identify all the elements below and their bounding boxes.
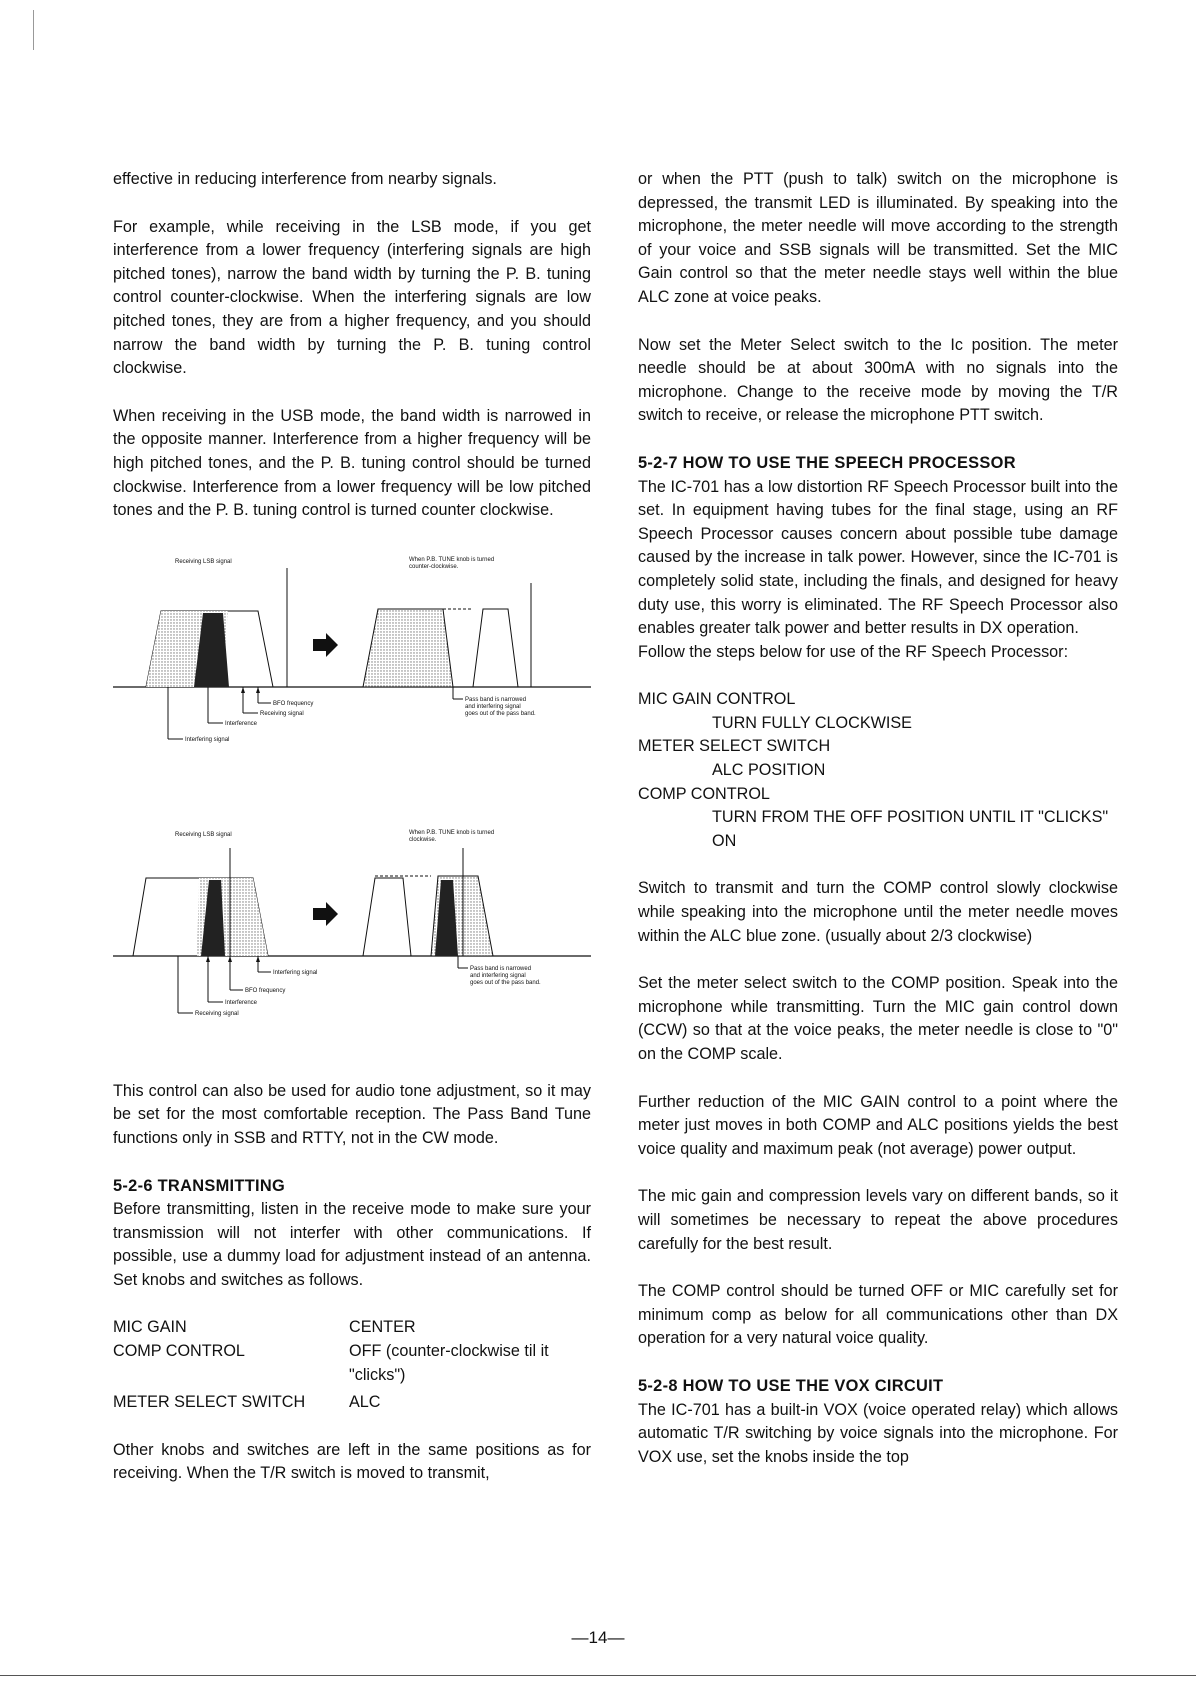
caption-right-2: clockwise. bbox=[409, 836, 437, 843]
label-bfo: BFO frequency bbox=[273, 700, 314, 707]
paragraph: Now set the Meter Select switch to the Ic position. The meter needle should be at about 300mA with no signals into the microphone. Change to the receive mode by moving the T/R switch to receive, or release the microphone PTT switch. bbox=[638, 335, 1118, 425]
label-receiving: Receiving signal bbox=[260, 710, 304, 717]
caption-right-1: When P.B. TUNE knob is turned bbox=[409, 829, 495, 836]
paragraph: Further reduction of the MIC GAIN control to a point where the meter just moves in both COMP and ALC positions yields the best voice quality and maximum peak (not average) power output. bbox=[638, 1092, 1118, 1158]
label-interfering: Interfering signal bbox=[273, 969, 318, 976]
speech-processor-steps bbox=[638, 688, 1118, 853]
section-heading: 5-2-8 HOW TO USE THE VOX CIRCUIT bbox=[638, 1376, 944, 1395]
section-heading: 5-2-7 HOW TO USE THE SPEECH PROCESSOR bbox=[638, 453, 1016, 472]
step-action: TURN FULLY CLOCKWISE bbox=[712, 713, 912, 732]
margin-mark bbox=[33, 10, 34, 50]
setting-name: MIC GAIN bbox=[113, 1318, 187, 1337]
page-number: —14— bbox=[571, 1628, 625, 1647]
paragraph: The IC-701 has a low distortion RF Speech Processor built into the set. In equipment having tubes for the final stage, using an RF Speech Processor causes concern about possible tube damage caused by the increase in talk power. However, since the IC-701 is completely solid state, including the finals, and designed for heavy duty use, this worry is eliminated. The RF Speech Processor also enables greater talk power and better results in DX operation. bbox=[638, 477, 1118, 638]
paragraph: effective in reducing interference from nearby signals. bbox=[113, 170, 497, 188]
passband-diagram-ccw bbox=[113, 553, 591, 768]
caption-right-1: When P.B. TUNE knob is turned bbox=[409, 556, 495, 563]
step-action: TURN FROM THE OFF POSITION UNTIL IT "CLICKS" ON bbox=[712, 808, 1109, 850]
caption-left: Receiving LSB signal bbox=[175, 831, 232, 838]
arrow-right-icon bbox=[313, 902, 338, 926]
caption-left: Receiving LSB signal bbox=[175, 558, 232, 565]
paragraph: This control can also be used for audio tone adjustment, so it may be set for the most comfortable reception. The Pass Band Tune functions only in SSB and RTTY, not in the CW mode. bbox=[113, 1081, 591, 1147]
passband-figure-cw bbox=[113, 826, 591, 1036]
arrow-right-icon bbox=[313, 633, 338, 657]
paragraph: or when the PTT (push to talk) switch on the microphone is depressed, the transmit LED is illuminated. By speaking into the microphone, the meter needle will move according to the strength of your voice and SSB signals will be transmitted. Set the MIC Gain control so that the meter needle stays well within the blue ALC zone at voice peaks. bbox=[638, 170, 1118, 306]
label-interfering: Interfering signal bbox=[185, 736, 230, 743]
note-3: goes out of the pass band. bbox=[465, 710, 536, 717]
paragraph: The IC-701 has a built-in VOX (voice operated relay) which allows automatic T/R switching by voice signals into the microphone. For VOX use, set the knobs inside the top bbox=[638, 1400, 1118, 1466]
settings-row bbox=[113, 1340, 591, 1387]
right-column bbox=[638, 168, 1118, 1493]
note-1: Pass band is narrowed bbox=[470, 965, 532, 972]
step-action: ALC POSITION bbox=[712, 761, 826, 780]
setting-value: OFF (counter-clockwise til it "clicks") bbox=[349, 1342, 549, 1384]
left-column bbox=[113, 168, 591, 1510]
paragraph: The COMP control should be turned OFF or MIC carefully set for minimum comp as below for all communications other than DX operation for a very natural voice quality. bbox=[638, 1282, 1118, 1348]
paragraph: The mic gain and compression levels vary on different bands, so it will sometimes be necessary to repeat the above procedures carefully for the best result. bbox=[638, 1187, 1118, 1253]
paragraph: Before transmitting, listen in the receive mode to make sure your transmission will not interfer with other communications. If possible, use a dummy load for adjustment instead of an antenna. Set knobs and switches as follows. bbox=[113, 1200, 591, 1289]
note-3: goes out of the pass band. bbox=[470, 979, 541, 986]
paragraph: Set the meter select switch to the COMP position. Speak into the microphone while transmitting. Turn the MIC gain control down (CCW) so that at the voice peaks, the meter needle is close to "0" on the COMP scale. bbox=[638, 974, 1118, 1063]
settings-row bbox=[113, 1391, 591, 1415]
label-bfo: BFO frequency bbox=[245, 987, 286, 994]
caption-right-2: counter-clockwise. bbox=[409, 563, 459, 570]
paragraph: Switch to transmit and turn the COMP control slowly clockwise while speaking into the microphone until the meter needle moves within the ALC blue zone. (usually about 2/3 clockwise) bbox=[638, 879, 1118, 945]
step-control: COMP CONTROL bbox=[638, 784, 770, 803]
note-2: and interfering signal bbox=[465, 703, 521, 710]
paragraph: Other knobs and switches are left in the same positions as for receiving. When the T/R switch is moved to transmit, bbox=[113, 1440, 591, 1483]
label-interference: Interference bbox=[225, 720, 258, 727]
setting-name: COMP CONTROL bbox=[113, 1342, 245, 1361]
setting-value: ALC bbox=[349, 1393, 381, 1412]
note-1: Pass band is narrowed bbox=[465, 696, 527, 703]
label-receiving: Receiving signal bbox=[195, 1010, 239, 1017]
settings-row bbox=[113, 1316, 591, 1340]
note-2: and interfering signal bbox=[470, 972, 526, 979]
passband-diagram-cw bbox=[113, 826, 591, 1036]
label-interference: Interference bbox=[225, 999, 258, 1006]
setting-value: CENTER bbox=[349, 1318, 416, 1337]
step-control: MIC GAIN CONTROL bbox=[638, 690, 796, 709]
paragraph: When receiving in the USB mode, the band width is narrowed in the opposite manner. Interference from a higher frequency will be high pitched tones, and the P. B. tuning control should be turned clockwise. Interference from a lower frequency will be low pitched tones and the P. B. tuning control is turned counter clockwise. bbox=[113, 406, 591, 520]
paragraph: For example, while receiving in the LSB mode, if you get interference from a lower frequency (interfering signals are high pitched tones), narrow the band width by turning the P. B. tuning control counter-clockwise. When the interfering signals are low pitched tones, they are from a higher frequency, and you should narrow the band width by turning the P. B. tuning control clockwise. bbox=[113, 217, 591, 378]
step-control: METER SELECT SWITCH bbox=[638, 737, 831, 756]
transmit-settings-list bbox=[113, 1316, 591, 1414]
paragraph: Follow the steps below for use of the RF Speech Processor: bbox=[638, 642, 1069, 661]
setting-name: METER SELECT SWITCH bbox=[113, 1393, 306, 1412]
section-heading: 5-2-6 TRANSMITTING bbox=[113, 1176, 286, 1195]
passband-figure-ccw bbox=[113, 553, 591, 768]
bottom-rule bbox=[0, 1675, 1196, 1676]
